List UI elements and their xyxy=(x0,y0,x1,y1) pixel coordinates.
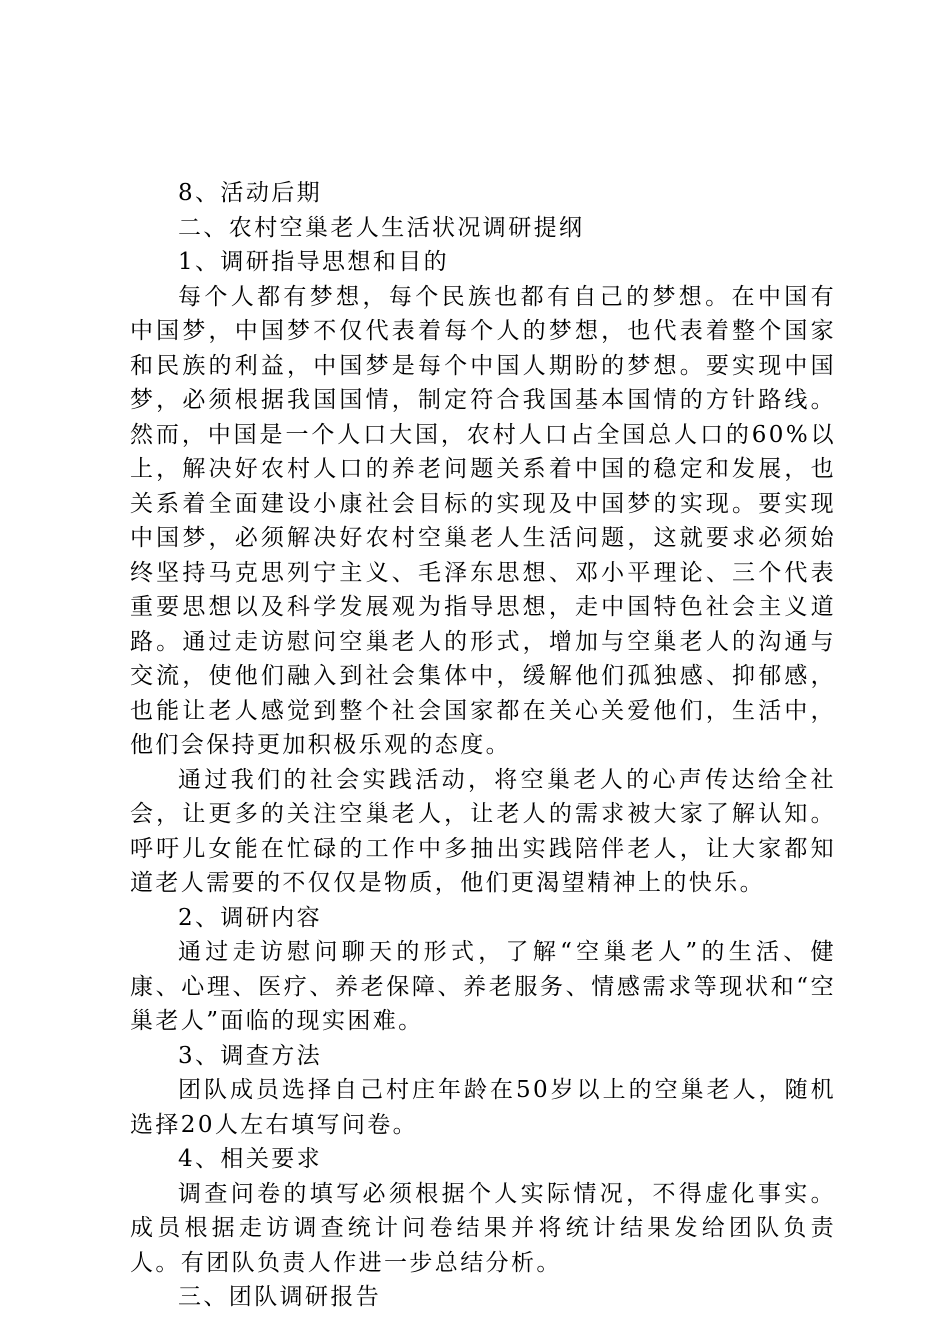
paragraph-survey-method: 团队成员选择自己村庄年龄在50岁以上的空巢老人，随机选择20人左右填写问卷。 xyxy=(130,1077,836,1138)
subheading-survey-method: 3、调查方法 xyxy=(178,1042,323,1069)
document-page xyxy=(130,176,836,1315)
section-heading-activity-later-stage: 8、活动后期 xyxy=(178,180,323,206)
section-heading-survey-outline: 二、农村空巢老人生活状况调研提纲 xyxy=(178,214,585,241)
section-heading-team-report: 三、团队调研报告 xyxy=(178,1284,382,1310)
subheading-survey-content: 2、调研内容 xyxy=(178,904,323,931)
subheading-requirements: 4、相关要求 xyxy=(178,1146,323,1172)
paragraph-social-practice: 通过我们的社会实践活动，将空巢老人的心声传达给全社会，让更多的关注空巢老人，让老人的需求被大家了解认知。呼吁儿女能在忙碌的工作中多抽出实践陪伴老人，让大家都知道老人需要的不仅仅是物质，他们更渴望精神上的快乐。 xyxy=(130,766,836,896)
paragraph-requirements: 调查问卷的填写必须根据个人实际情况，不得虚化事实。成员根据走访调查统计问卷结果并将统计结果发给团队负责人。有团队负责人作进一步总结分析。 xyxy=(130,1180,836,1276)
paragraph-survey-content: 通过走访慰问聊天的形式，了解“空巢老人”的生活、健康、心理、医疗、养老保障、养老服务、情感需求等现状和“空巢老人”面临的现实困难。 xyxy=(130,939,836,1034)
subheading-guiding-thought: 1、调研指导思想和目的 xyxy=(178,249,450,275)
paragraph-guiding-thought: 每个人都有梦想，每个民族也都有自己的梦想。在中国有中国梦，中国梦不仅代表着每个人的梦想，也代表着整个国家和民族的利益，中国梦是每个中国人期盼的梦想。要实现中国梦，必须根据我国国情，制定符合我国基本国情的方针路线。然而，中国是一个人口大国，农村人口占全国总人口的60%以上，解决好农村人口的养老问题关系着中国的稳定和发展，也关系着全面建设小康社会目标的实现及中国梦的实现。要实现中国梦，必须解决好农村空巢老人生活问题，这就要求必须始终坚持马克思列宁主义、毛泽东思想、邓小平理论、三个代表重要思想以及科学发展观为指导思想，走中国特色社会主义道路。通过走访慰问空巢老人的形式，增加与空巢老人的沟通与交流，使他们融入到社会集体中，缓解他们孤独感、抑郁感，也能让老人感觉到整个社会国家都在关心关爱他们，生活中，他们会保持更加积极乐观的态度。 xyxy=(130,283,836,758)
